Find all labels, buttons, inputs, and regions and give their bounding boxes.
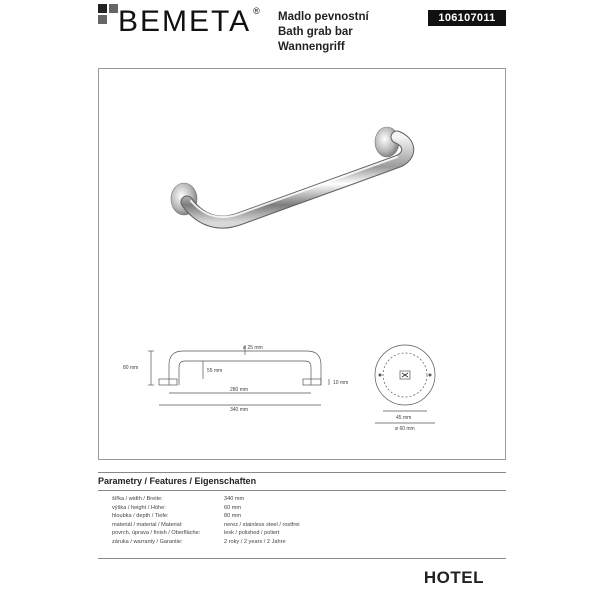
title-de: Wannengriff — [278, 41, 345, 53]
rosette-front-view — [375, 345, 435, 423]
bar-shadow — [187, 137, 408, 222]
brand-logo — [98, 4, 260, 44]
spec-label: výška / height / Höhe: — [112, 504, 166, 511]
spec-value: 80 mm — [224, 513, 242, 520]
product-titles — [278, 10, 369, 55]
dim-width-340: 340 mm — [230, 407, 249, 413]
grab-bar-photo — [171, 127, 408, 222]
spec-value: 60 mm — [224, 504, 242, 511]
spec-row — [112, 495, 374, 504]
dim-width-280: 280 mm — [230, 387, 249, 393]
logo-registered-mark: ® — [253, 6, 260, 16]
dim-height-55: 55 mm — [207, 368, 223, 374]
dim-diameter-25: ø 25 mm — [243, 345, 263, 351]
product-line-label: HOTEL — [423, 568, 484, 587]
spec-value: 340 mm — [224, 496, 245, 502]
logo-text: BEMETA — [118, 5, 252, 38]
side-profile-drawing — [148, 345, 329, 405]
spec-row — [112, 512, 374, 521]
spec-row — [112, 538, 374, 547]
spec-value: nerez / stainless steel / rostfrei — [224, 521, 300, 528]
spec-table — [112, 495, 374, 547]
dim-height-10: 10 mm — [333, 380, 349, 386]
spec-row — [112, 521, 374, 530]
spec-value: lesk / polished / poliert — [224, 530, 280, 537]
title-cz: Madlo pevnostní — [278, 11, 369, 23]
dim-width-45: 45 mm — [396, 415, 412, 421]
spec-label: povrch, úprava / finish / Oberfläche: — [112, 530, 201, 537]
title-en: Bath grab bar — [278, 26, 353, 38]
logo-mark — [98, 4, 114, 44]
spec-label: záruka / warranty / Garantie: — [112, 538, 183, 545]
dim-height-80: 80 mm — [123, 365, 139, 371]
params-title: Parametry / Features / Eigenschaften — [98, 476, 257, 486]
spec-row — [112, 504, 374, 513]
spec-label: hloubka / depth / Tiefe: — [112, 513, 169, 520]
spec-row — [112, 529, 374, 538]
product-drawing — [99, 69, 505, 459]
spec-label: materiál / material / Material: — [112, 521, 183, 528]
bar-tube — [187, 137, 408, 222]
spec-label: šířka / width / Breite: — [112, 496, 163, 502]
product-code-badge: 106107011 — [428, 10, 506, 26]
params-bottom-rule — [98, 558, 506, 559]
params-top-rule — [98, 472, 506, 473]
product-drawing-frame — [98, 68, 506, 460]
dim-diameter-60: ø 60 mm — [395, 426, 415, 432]
params-mid-rule — [98, 490, 506, 491]
spec-value: 2 roky / 2 years / 2 Jahre — [224, 538, 286, 545]
